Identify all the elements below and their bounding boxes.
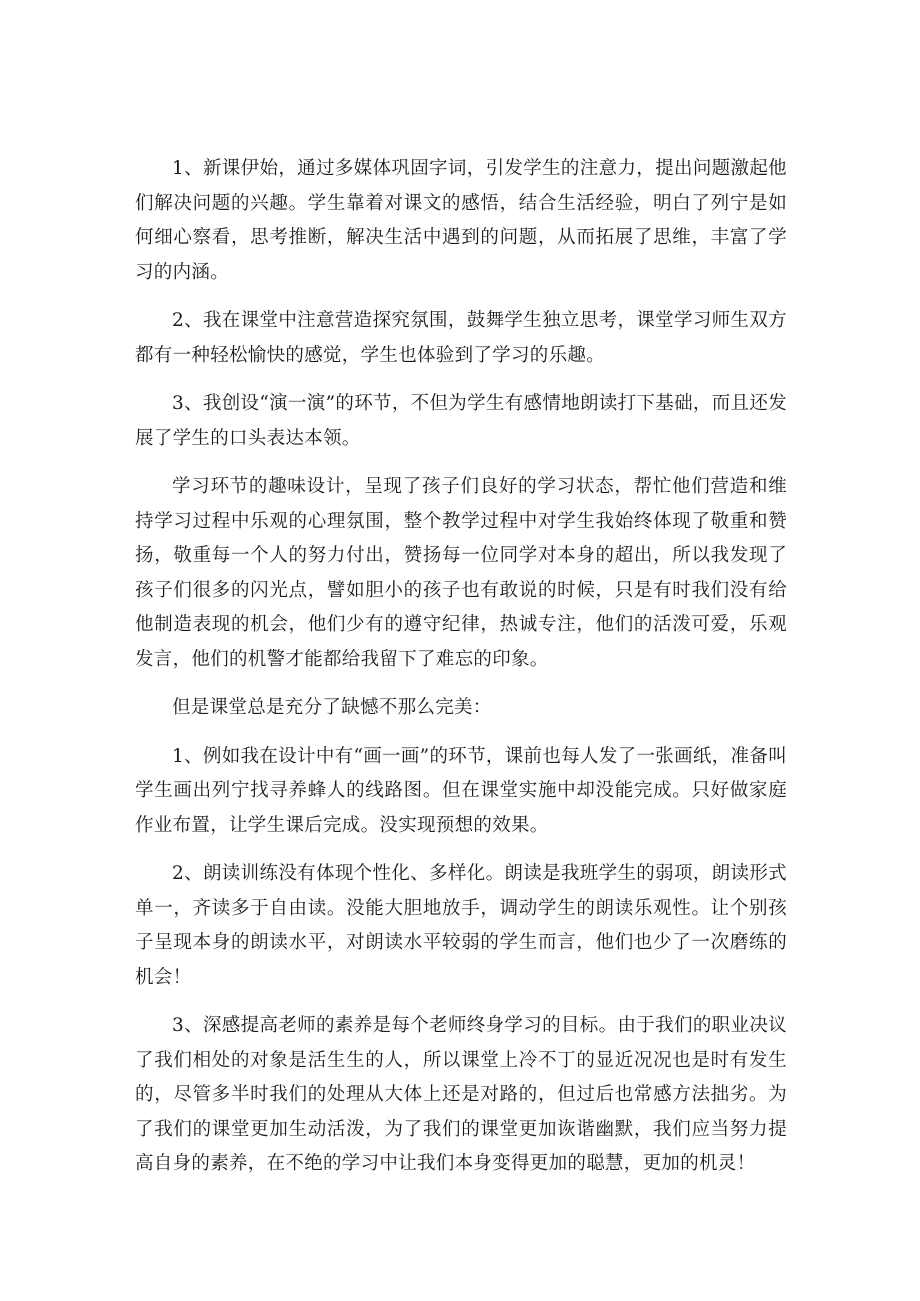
document-body	[135, 152, 787, 1196]
paragraph-8: 3、深感提高老师的素养是每个老师终身学习的目标。由于我们的职业决议了我们相处的对象是活生生的人，所以课堂上冷不丁的显近况况也是时有发生的，尽管多半时我们的处理从大体上还是对路的，但过后也常感方法拙劣。为了我们的课堂更加生动活泼，为了我们的课堂更加诙谐幽默，我们应当努力提高自身的素养，在不绝的学习中让我们本身变得更加的聪慧，更加的机灵！	[135, 1015, 787, 1174]
paragraph-5: 但是课堂总是充分了缺憾不那么完美：	[172, 697, 492, 718]
paragraph-6: 1、例如我在设计中有“画一画”的环节，课前也每人发了一张画纸，准备叫学生画出列宁找寻养蜂人的线路图。但在课堂实施中却没能完成。只好做家庭作业布置，让学生课后完成。没实现预想的效果。	[135, 745, 787, 836]
paragraph-2: 2、我在课堂中注意营造探究氛围，鼓舞学生独立思考，课堂学习师生双方都有一种轻松愉快的感觉，学生也体验到了学习的乐趣。	[135, 310, 787, 366]
paragraph-4: 学习环节的趣味设计，呈现了孩子们良好的学习状态，帮忙他们营造和维持学习过程中乐观的心理氛围，整个教学过程中对学生我始终体现了敬重和赞扬，敬重每一个人的努力付出，赞扬每一位同学对本身的超出，所以我发现了孩子们很多的闪光点，譬如胆小的孩子也有敢说的时候，只是有时我们没有给他制造表现的机会，他们少有的遵守纪律，热诚专注，他们的活泼可爱，乐观发言，他们的机警才能都给我留下了难忘的印象。	[135, 476, 787, 670]
paragraph-1: 1、新课伊始，通过多媒体巩固字词，引发学生的注意力，提出问题激起他们解决问题的兴趣。学生靠着对课文的感悟，结合生活经验，明白了列宁是如何细心察看，思考推断，解决生活中遇到的问题，从而拓展了思维，丰富了学习的内涵。	[135, 158, 787, 283]
paragraph-3: 3、我创设“演一演”的环节，不但为学生有感情地朗读打下基础，而且还发展了学生的口头表达本领。	[135, 393, 787, 449]
paragraph-7: 2、朗读训练没有体现个性化、多样化。朗读是我班学生的弱项，朗读形式单一，齐读多于自由读。没能大胆地放手，调动学生的朗读乐观性。让个别孩子呈现本身的朗读水平，对朗读水平较弱的学生而言，他们也少了一次磨练的机会！	[135, 863, 787, 988]
